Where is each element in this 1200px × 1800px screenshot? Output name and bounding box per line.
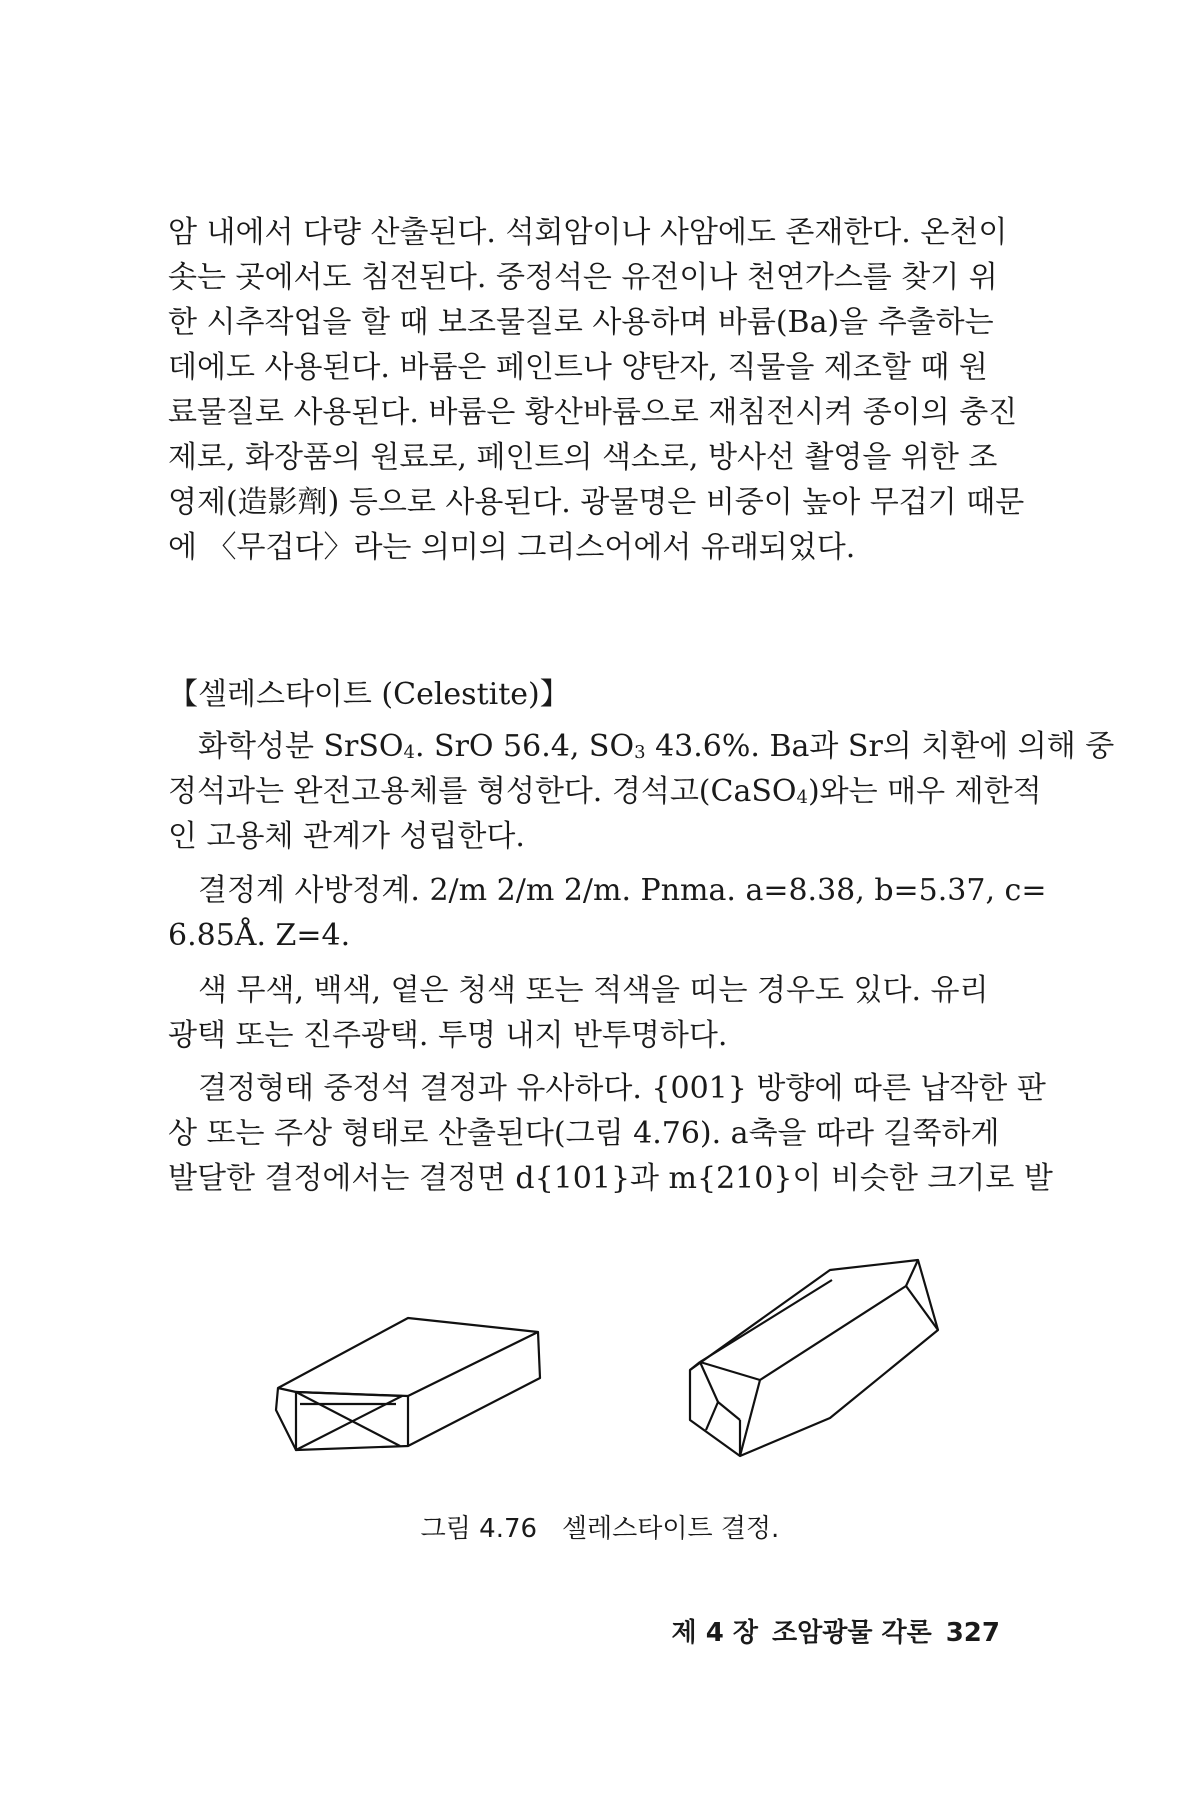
subscript: 4 (796, 787, 808, 808)
text-line: 솟는 곳에서도 침전된다. 중정석은 유전이나 천연가스를 찾기 위 (168, 260, 998, 295)
text-run: )와는 매우 제한적 (807, 774, 1042, 809)
text-line: 결정형태 중정석 결정과 유사하다. {001} 방향에 따른 납작한 판 (198, 1071, 1046, 1106)
figure-caption (0, 1508, 1200, 1545)
text-line: 인 고용체 관계가 성립한다. (168, 819, 525, 854)
text-line: 색 무색, 백색, 옅은 청색 또는 적색을 띠는 경우도 있다. 유리 (198, 973, 989, 1008)
section-title-text: 【셀레스타이트 (Celestite)】 (168, 677, 570, 712)
text-run: 화학성분 SrSO (198, 729, 404, 764)
text-line: 6.85Å. Z=4. (168, 918, 351, 953)
chapter-title: 조암광물 각론 (771, 1618, 932, 1648)
text-run: 정석과는 완전고용체를 형성한다. 경석고(CaSO (168, 774, 797, 809)
text-line: 료물질로 사용된다. 바륨은 황산바륨으로 재침전시켜 종이의 충진 (168, 395, 1018, 430)
text-line: 한 시추작업을 할 때 보조물질로 사용하며 바륨(Ba)을 추출하는 (168, 305, 994, 340)
text-run: . SrO 56.4, SO (414, 729, 635, 764)
chapter-label: 제 4 장 (671, 1618, 758, 1648)
text-line: 에 〈무겁다〉라는 의미의 그리스어에서 유래되었다. (168, 530, 856, 565)
page-number: 327 (945, 1618, 1000, 1648)
subscript: 4 (403, 742, 415, 763)
text-line: 암 내에서 다량 산출된다. 석회암이나 사암에도 존재한다. 온천이 (168, 215, 1008, 250)
text-line: 영제(造影劑) 등으로 사용된다. 광물명은 비중이 높아 무겁기 때문 (168, 485, 1025, 520)
text-line: 결정계 사방정계. 2/m 2/m 2/m. Pnma. a=8.38, b=5.37, c= (198, 873, 1047, 908)
page-footer (658, 1612, 1000, 1649)
crystal-drawing-left (276, 1318, 540, 1450)
text-line: 제로, 화장품의 원료로, 페인트의 색소로, 방사선 촬영을 위한 조 (168, 440, 998, 475)
crystal-drawing-right (690, 1260, 938, 1456)
text-line: 발달한 결정에서는 결정면 d{101}과 m{210}이 비슷한 크기로 발 (168, 1161, 1053, 1196)
text-line: 데에도 사용된다. 바륨은 페인트나 양탄자, 직물을 제조할 때 원 (168, 350, 988, 385)
text-line: 상 또는 주상 형태로 산출된다(그림 4.76). a축을 따라 길쭉하게 (168, 1116, 1000, 1151)
figure-label: 그림 4.76 (420, 1514, 538, 1544)
text-run: 43.6%. Ba과 Sr의 치환에 의해 중 (645, 729, 1115, 764)
subscript: 3 (634, 742, 646, 763)
text-line: 광택 또는 진주광택. 투명 내지 반투명하다. (168, 1018, 728, 1053)
figure-caption-text: 셀레스타이트 결정. (561, 1514, 780, 1544)
